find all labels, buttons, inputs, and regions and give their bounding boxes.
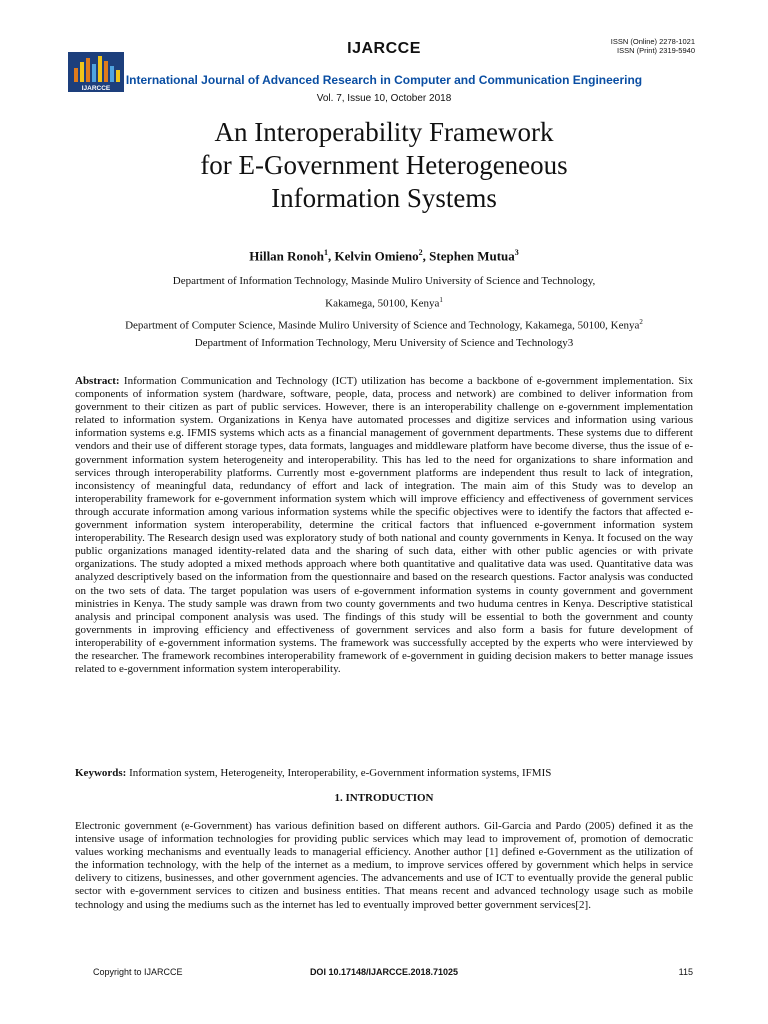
volume-issue: Vol. 7, Issue 10, October 2018 [316,93,452,104]
author-sup: 1 [324,248,329,257]
title-line: for E-Government Heterogeneous [200,150,568,180]
affiliation-text: Kakamega, 50100, Kenya [325,297,440,310]
affiliation-text: Department of Computer Science, Masinde Muliro University of Science and Technology, Kakamega, 50100, Kenya [125,319,640,332]
issn-print: ISSN (Print) 2319-5940 [617,46,695,55]
abstract-label: Abstract: [75,375,120,387]
author-sep: , [328,248,335,264]
author-name: Stephen Mutua [429,248,515,264]
affiliation-1-line-1: Department of Information Technology, Masinde Muliro University of Science and Technology, [172,275,596,287]
author-list [0,248,768,264]
footer-doi: DOI 10.17148/IJARCCE.2018.71025 [309,967,459,977]
intro-paragraph: Electronic government (e-Government) has various definition based on different authors. Gil-Garcia and Pardo (2005) defined it as the intensive usage of information technologies for providing public services which may lead to improvement of, promotion of democratic values working mechanisms and eventually leads to managerial efficiency. Another author [1] defined e-Government as the utilization of the information technology, with the help of the internet as a medium, to improve services offered by government which helps in service delivery to citizens, businesses, and other government agencies. The advancements and use of ICT to eventually provide the general public sector with e-government services to citizen and business entities. That means recent and advanced technology usage such as mobile technology and using the mediums such as the internet has led to eventually improved better government services[2]. [75,820,693,911]
author-sup: 3 [514,248,519,257]
journal-abbrev: IJARCCE [347,40,421,57]
keywords [75,767,693,780]
title-line: Information Systems [271,183,497,213]
author-name: Hillan Ronoh [249,248,325,264]
affiliation-1-line-2 [0,294,768,311]
page-number: 115 [678,967,693,977]
footer-copyright: Copyright to IJARCCE [93,967,183,977]
author-sup: 2 [418,248,423,257]
journal-name: International Journal of Advanced Research in Computer and Communication Engineering [125,73,643,87]
paper-title [0,116,768,215]
logo-text: IJARCCE [81,85,111,92]
abstract [75,375,693,676]
section-heading: 1. INTRODUCTION [334,792,434,804]
title-line: An Interoperability Framework [214,117,554,147]
keywords-text: Information system, Heterogeneity, Interoperability, e-Government information systems, IFMIS [129,767,552,779]
affiliation-sup: 2 [639,318,643,326]
author-sep: , [422,248,430,264]
affiliation-sup: 1 [439,296,443,304]
issn-online: ISSN (Online) 2278-1021 [610,37,695,46]
keywords-label: Keywords: [75,767,127,779]
abstract-text: Information Communication and Technology (ICT) utilization has become a backbone of e-government implementation. Six components of information system (hardware, software, people, data, process and network) are combined to deliver information from government to their citizen as part of public services. However, there is an interoperability challenge on e-government implementation related to information system. Organizations in Kenya have automated processes and digitize services and information using various information systems e.g. IFMIS systems which acts as a financial management of government departments. These systems due to different vendors and their use of different storage types, data formats, languages and middleware platform have become diverse, thus the issue of e-government information system heterogeneity and interoperability. This has led to the need for organizations to share information and services through interoperability platforms. Currently most e-government platforms are independent thus result to lack of integration, inconsistency of meaningful data, redundancy of effort and lack of integration. The main aim of this Study was to develop an interoperability framework for e-government information system which will improve efficiency and effectiveness of government services through accurate information among various information systems while the specific objectives were to identify the factors that affected e-government information system interoperability, determine the critical factors that influenced e-government information system interoperability. The Research design used was exploratory study of both national and county governments in Kenya. It focused on the way public organizations managed identity-related data and the sharing of such data, either with other public agencies or with private organizations. The study adopted a mixed methods approach where both quantitative and qualitative data was used. Quantitative data was analyzed descriptively based on the information from the questionnaire and based on the research questions. Factor analysis was conducted on the two sets of data. The target population was users of e-government information systems in county government and government ministries in Kenya. The study sample was drawn from two county governments and two huduma centres in Kenya. Descriptive statistical analysis and principal component analysis was used. The findings of this study will be essential to both the government and county governments in improving efficiency and effectiveness of government services and also form a basis for future development of interoperability of e-government information systems. The framework was successfully accepted by the experts who were interviewed by the researcher. The framework recombines interoperability framework of e-government in guiding decision makers to better manage issues related to e-government information system interoperability. [75,375,694,676]
affiliation-3: Department of Information Technology, Meru University of Science and Technology3 [194,337,574,349]
author-name: Kelvin Omieno [334,248,419,264]
issn-block [611,37,695,55]
affiliation-2 [0,316,768,333]
